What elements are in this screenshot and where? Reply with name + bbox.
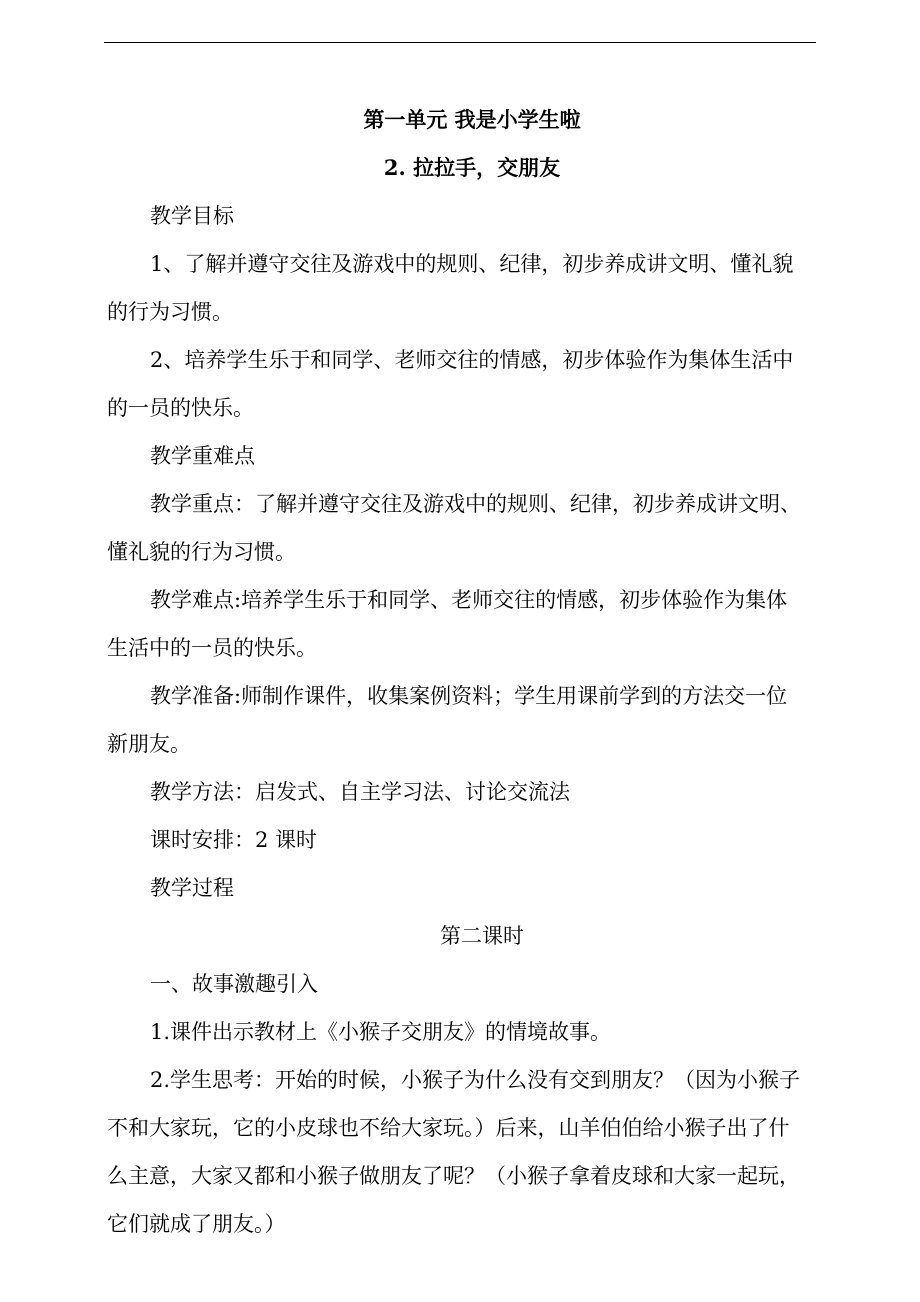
paragraph-line: 教学方法：启发式、自主学习法、讨论交流法 <box>150 780 570 804</box>
paragraph-line: 的行为习惯。 <box>107 300 233 324</box>
lesson-title: 2. 拉拉手，交朋友 <box>383 155 561 180</box>
paragraph-line: 的一员的快乐。 <box>107 396 254 420</box>
section-heading-objectives: 教学目标 <box>150 204 234 228</box>
paragraph-line: 教学难点:培养学生乐于和同学、老师交往的情感，初步体验作为集体 <box>150 588 788 612</box>
paragraph-line: 1.课件出示教材上《小猴子交朋友》的情境故事。 <box>150 1020 612 1044</box>
paragraph-line: 教学重点：了解并遵守交往及游戏中的规则、纪律，初步养成讲文明、 <box>150 492 801 516</box>
section-heading-process: 教学过程 <box>150 876 234 900</box>
paragraph-line: 生活中的一员的快乐。 <box>107 636 317 660</box>
section-heading-key-points: 教学重难点 <box>150 444 255 468</box>
lesson-period-heading: 第二课时 <box>440 924 524 948</box>
document-body <box>107 96 827 1248</box>
paragraph-line: 1、了解并遵守交往及游戏中的规则、纪律，初步养成讲文明、懂礼貌 <box>150 252 794 276</box>
paragraph-line: 课时安排：2 课时 <box>150 828 318 852</box>
paragraph-line: 它们就成了朋友。） <box>107 1212 286 1236</box>
paragraph-line: 2、培养学生乐于和同学、老师交往的情感，初步体验作为集体生活中 <box>150 348 794 372</box>
paragraph-line: 教学准备:师制作课件，收集案例资料；学生用课前学到的方法交一位 <box>150 684 788 708</box>
subsection-heading: 一、故事激趣引入 <box>150 972 318 996</box>
paragraph-line: 2.学生思考：开始的时候，小猴子为什么没有交到朋友？（因为小猴子 <box>150 1068 801 1092</box>
paragraph-line: 不和大家玩，它的小皮球也不给大家玩。）后来，山羊伯伯给小猴子出了什 <box>107 1116 790 1140</box>
paragraph-line: 新朋友。 <box>107 732 191 756</box>
unit-title: 第一单元 我是小学生啦 <box>363 107 581 132</box>
header-rule <box>104 42 816 43</box>
paragraph-line: 懂礼貌的行为习惯。 <box>107 540 296 564</box>
paragraph-line: 么主意，大家又都和小猴子做朋友了呢？（小猴子拿着皮球和大家一起玩， <box>107 1164 800 1188</box>
